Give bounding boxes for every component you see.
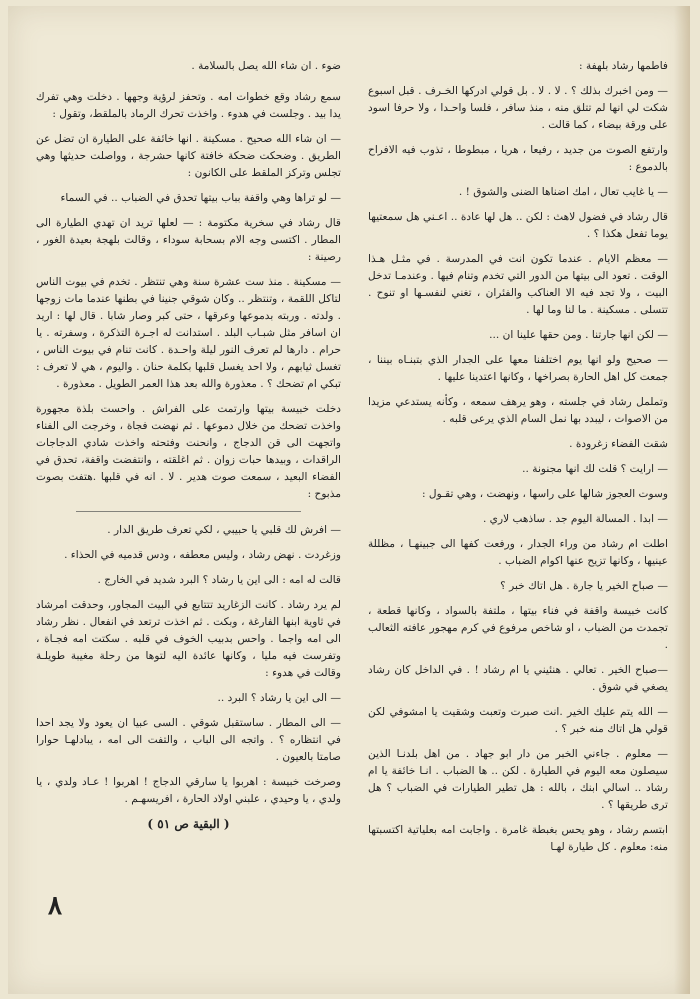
paragraph: — صباح الخير يا جارة . هل اتاك خبر ؟	[500, 580, 668, 592]
paragraph: وصرخت خبيسة : اهربوا يا سارقي الدجاج ! اهربوا ! عـاد ولدي ، يا ولدي ، يا وحيدي ، علبني اولاد الحارة ، افريسهـم .	[36, 776, 341, 805]
section-divider	[76, 511, 301, 512]
paragraph: وسوت العجوز شالها على راسها ، ونهضت ، وهي تقـول :	[421, 488, 668, 500]
paragraph: قال رشاد في فضول لاهث : لكن .. هل لها عادة .. اعـني هل سمعتيها يوما تفعل هكذا ؟ .	[368, 211, 668, 240]
paragraph: — لكن انها جارتنا . ومن حقها علينا ان ...	[489, 329, 668, 341]
paragraph: دخلت خبيسة بيتها وارتمت على الفراش . واحست بلذة مجهورة واخذت تضحك من خلال دموعها . ثم نهضت فجاة ، وخرجت الى الفناء واتجهت الى قن الدجاج ، وانحنت وفتحته واخذت شادي الدجاجات الراقدات ، وبيدها حبات زوان . ثم اغلقته ، وانتفضت واقفة، تحدق في الفضاء البعيد ، سمعت صوت هدير . لا . انه في قلبها .هتفت بصوت مذبوح :	[36, 403, 341, 500]
paragraph: — يا غايب تعال ، امك اضناها الضنى والشوق ! .	[458, 186, 668, 198]
paragraph: —صباح الخير . تعالي . هنئيني يا ام رشاد ! . في الداخل كان رشاد يصغي في شوق .	[368, 664, 668, 693]
paragraph: — الى المطار . ساستقبل شوقي . السى عبيا ان يعود ولا يجد احدا في انتظاره ؟ . واتجه الى الباب ، والتفت الى امه ، يبادلهـا حوارا صامتا بالعيون .	[36, 717, 341, 763]
paragraph: — معظم الايام . عندما تكون انت في المدرسة . في مثـل هـذا الوقت . تعود الى بيتها من الدور التي تخدم وتنام فيها . وعندمـا تدخل البيت ، ولا تجد فيه الا العناكب والفئران ، تغني لنفسـها او تنوح . تتسلى . مسكينة . ما لنا وما لها .	[368, 253, 668, 316]
paragraph: — صحيح ولو انها يوم اختلفنا معها على الجدار الذي بتبنـاه بيننا ، جمعت كل اهل الحارة بصراخها ، وكانها اعتدينا عليها .	[368, 354, 668, 383]
paragraph: وتململ رشاد في جلسته ، وهو يرهف سمعه ، وكأنه يستدعي مزيدا من الاصوات ، ليبدد بها نمل السام الذي يرعى قلبه .	[368, 396, 668, 425]
paragraph: — ان شاء الله صحيح . مسكينة . انها خائفة على الطيارة ان تضل عن الطريق . وضحكت ضحكة خافتة كانها حشرجة ، وواصلت حديثها وهي تجلس وتركز الملقط على الكانون :	[36, 133, 341, 179]
paragraph: اطلت ام رشاد من وراء الجدار ، ورفعت كفها الى جبينهـا ، مظللة عينيها ، وكانها تزيح عنها اكوام الضباب .	[368, 538, 668, 567]
paragraph: — ومن اخبرك بذلك ؟ . لا . لا . بل قولي ادركها الخـرف . قبل اسبوع شكت لي انها لم تتلق منه ، منذ سافر ، فلسا واحـدا ، ولا حرفا اسود على ورقة بيضاء ، كما قالت .	[368, 85, 668, 131]
continued-note: ( البقية ص ٥١ )	[147, 817, 230, 831]
paragraph: — ابدا . المسالة اليوم جد . ساذهب لاري .	[482, 513, 668, 525]
paragraph: — لو تراها وهي واقفة بباب بيتها تحدق في الضباب .. في السماء	[60, 192, 341, 204]
left-text-column	[36, 58, 341, 833]
right-text-column	[368, 58, 668, 864]
paragraph: فاطمها رشاد بلهفة :	[579, 60, 668, 72]
paragraph: قال رشاد في سخرية مكتومة : — لعلها تريد ان تهدي الطيارة الى المطار . اكتسى وجه الام بسحابة سوداء ، وقالت بلهجة بعيدة الغور ، رصينة :	[36, 217, 341, 263]
paragraph: ابتسم رشاد ، وهو يحس بغبطة غامرة . واجابت امه بعلياتية اكتسبتها منه: معلوم . كل طيارة لهـا	[368, 824, 668, 853]
document-page	[8, 6, 690, 994]
paragraph: — الى اين يا رشاد ؟ البرد ..	[217, 692, 341, 704]
paragraph: — مسكينة . منذ ست عشرة سنة وهي تنتظر . تخدم في بيوت الناس لتاكل اللقمة ، وتنتظر .. وكان شوقي جنينا في بطنها عندما مات زوجها . ولدته . وربته بدموعها وعرقها ، حتى كبر وصار شابا . قال لها : اريد ان اسافر مثل شبـاب البلد . استدانت له اجـرة التذكرة ، وسفرته . يا حرام . دارها لم تعرف النور ليلة واحـدة . كانت تنام في بيوت الناس ، تغسل ثيابهم ، ولا احد يغسل قلبها بكلمة حنان . واليوم ، هي لا تعرف : تبكي ام تضحك ؟ . معذورة والله بعد هذا العمر الطويل . معذورة .	[36, 276, 341, 390]
paragraph: سمع رشاد وقع خطوات امه . وتحفز لرؤية وجهها . دخلت وهي تفرك يدا بيد . وجلست في هدوء . واخذت تحرك الرماد بالملقط، وتقول :	[36, 91, 341, 120]
page-number: ٨	[48, 891, 62, 921]
page-edge-stain	[674, 6, 690, 994]
paragraph: — افرش لك قلبي يا حبيبي ، لكي تعرف طريق الدار .	[107, 524, 341, 536]
paragraph: قالت له امه : الى اين يا رشاد ؟ البرد شديد في الخارج .	[97, 574, 341, 586]
paragraph: — معلوم . جاءني الخبر من دار ابو جهاد . من اهل بلدنـا الذين سيصلون معه اليوم في الطيارة . لكن .. ها الضباب . انـا خائفة يا ام رشاد .. اسالي ابنك ، بالله : هل تطير الطيارات في الضباب ؟ هل ترى طريقها ؟ .	[368, 748, 668, 811]
paragraph: ضوء . ان شاء الله يصل بالسلامة .	[191, 60, 341, 72]
paragraph: وزغردت . نهض رشاد ، وليس معطفه ، ودس قدميه في الحذاء .	[64, 549, 341, 561]
paragraph: — الله يتم عليك الخير .انت صبرت وتعبت وشقيت يا امشوفي لكن قولي هل اتاك منه خبر ؟ .	[368, 706, 668, 735]
paragraph: لم يرد رشاد . كانت الزغاريد تتتابع في البيت المجاور، وحدقت امرشاد في ثاوية ابنها الفارغة ، وبكت . ثم اخذت ترتعد في انفعال . نظر رشاد الى امه واجما . واحس بدبيب الخوف في قلبه . سكتت امه فجـاة ، وتفرست فيه مليا ، وكانها عائدة اليه لتوها من رحلة مغيبة طويلـة وقالت في هدوء :	[36, 599, 341, 679]
paragraph: شقت الفضاء زغرودة .	[569, 438, 668, 450]
paragraph: — ارايت ؟ قلت لك انها مجنونة ..	[522, 463, 668, 475]
paragraph: كانت خبيسة واقفة في فناء بيتها ، ملتفة بالسواد ، وكانها قطعة ، تجمدت من الضباب ، او شاخص مرفوع في كرم مهجور عافته الثعالب .	[368, 605, 668, 651]
paragraph: وارتفع الصوت من جديد ، رفيعا ، هريا ، مبطوطا ، تذوب فيه الافراح بالدموع :	[368, 144, 668, 173]
